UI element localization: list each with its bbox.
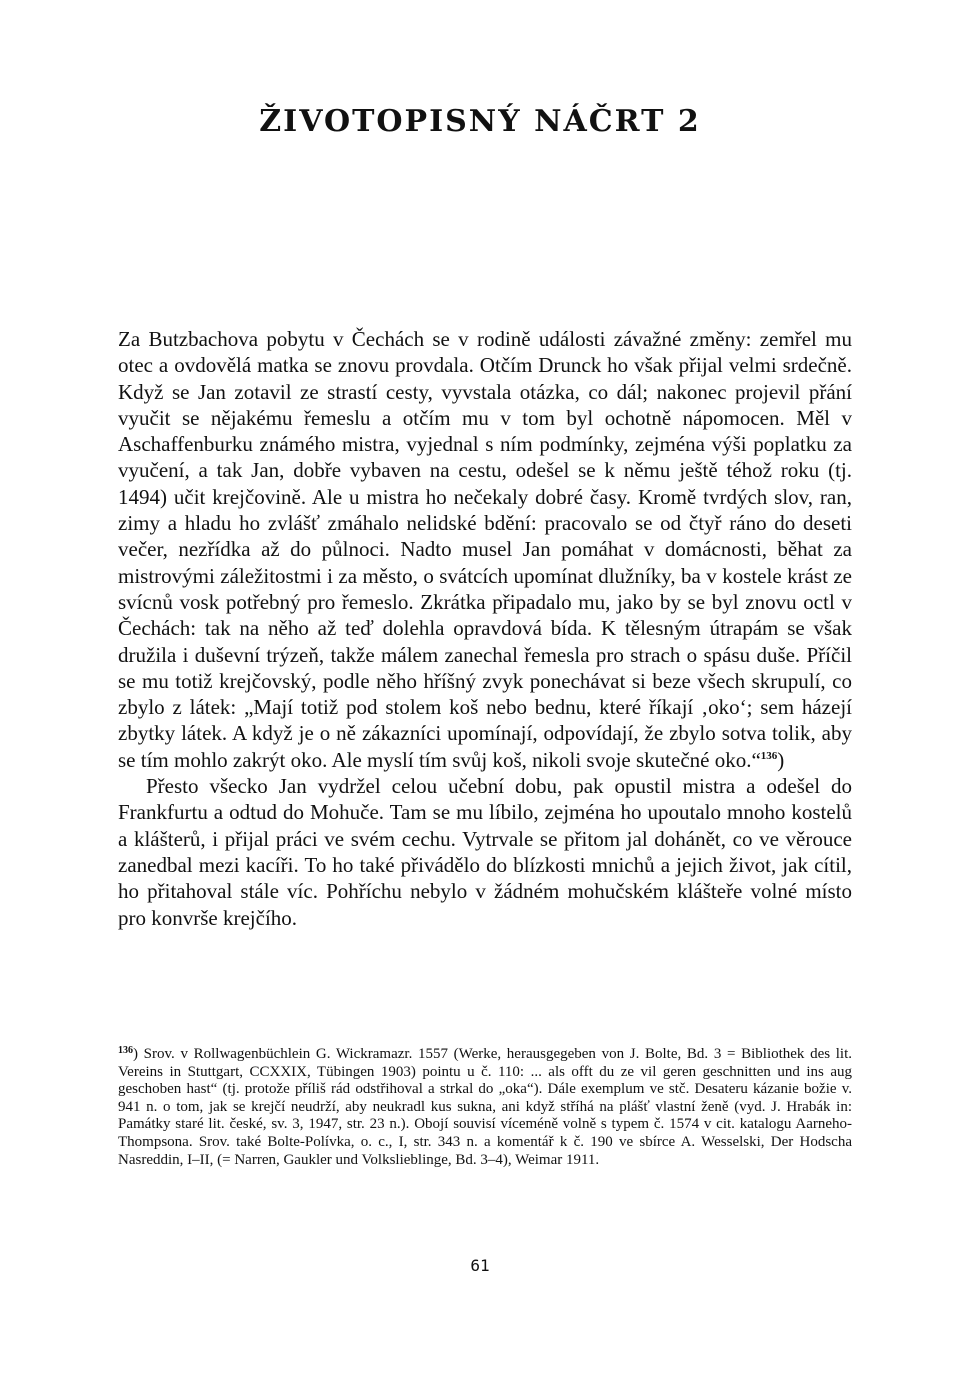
paragraph-text: Za Butzbachova pobytu v Čechách se v rodině události závažné změny: zemřel mu otec a ovdovělá matka se znovu provdala. Otčím Drunck ho však přijal velmi srdečně. Když se Jan zotavil ze strastí cesty, vyvstala otázka, co dál; nakonec projevil přání vyučit se nějakému řemeslu a otčím mu v tom byl ochotně nápomocen. Měl v Aschaffenburku známého mistra, vyjednal s ním podmínky, zejména výši poplatku za vyučení, a tak Jan, dobře vybaven na cestu, odešel se k němu ještě téhož roku (tj. 1494) učit krejčovině. Ale u mistra ho nečekaly dobré časy. Kromě tvrdých slov, ran, zimy a hladu ho zvlášť zmáhalo nelidské bdění: pracovalo se od čtyř ráno do deseti večer, nezřídka až do půlnoci. Nadto musel Jan pomáhat v domácnosti, běhat za mistrovými záležitostmi i za město, o svátcích upomínat dlužníky, ba v kostele krást ze svícnů vosk potřebný pro řemeslo. Zkrátka připadalo mu, jako by se byl znovu octl v Čechách: tak na něho až teď dolehla opravdová bída. K tělesným útrapám se však družila i duševní trýzeň, takže málem zanechal řemesla pro strach o spásu duše. Příčil se mu totiž krejčovský, podle něho hříšný zvyk ponechávat si beze všech skrupulí, co zbylo z látek: „Mají totiž pod stolem koš nebo bednu, které říkají ‚oko‘; sem házejí zbytky látek. A když je o ně zákazníci upomínají, odpovídají, že zbylo sotva tolik, aby se tím mohlo zakrýt oko. Ale myslí tím svůj koš, nikoli svoje skutečné oko.“ [118, 327, 852, 772]
paragraph: Přesto všecko Jan vydržel celou učební dobu, pak opustil mistra a odešel do Frankfurtu a odtud do Mohuče. Tam se mu líbilo, zejména ho upoutalo mnoho kostelů a klášterů, i přijal práci ve svém cechu. Vytrvale se přitom jal dohánět, co ve věrouce zanedbal mezi kacíři. To ho také přivádělo do blízkosti mnichů a jejich život, jak cítil, ho přitahoval stále víc. Pohříchu nebylo v žádném mohučském klášteře volné místo pro konvrše krejčího. [118, 774, 852, 930]
footnote-reference: 136 [760, 749, 778, 762]
footnote-text: Srov. v Rollwagenbüchlein G. Wickramazr. 1557 (Werke, herausgegeben von J. Bolte, Bd. 3 = Bibliothek des lit. Vereins in Stuttgart, CCXXIX, Tübingen 1903) pointu u č. 110: ... als offt du ze vil geren geschnitten und ins aug geschoben hast“ (tj. protože příliš rád odstřihoval a strkal do „oka“). Dále exemplum ve stč. Desateru kázanie božie v. 941 n. o tom, jak se krejčí neudrží, aby neukradl kus sukna, ani když stříhá na plášť vlastní ženě (vyd. J. Hrabák in: Památky staré lit. české, sv. 3, 1947, str. 23 n.). Obojí souvisí víceméně volně s typem č. 1574 v cit. katalogu Aarneho-Thompsona. Srov. také Bolte-Polívka, o. c., I, str. 343 n. a komentář k č. 190 ve sbírce A. Wesselski, Der Hodscha Nasreddin, I–II, (= Narren, Gaukler und Volkslieblinge, Bd. 3–4), Weimar 1911. [118, 1046, 853, 1168]
footnote-number: 136 [118, 1045, 133, 1056]
footnote-reference-paren: ) [777, 747, 785, 772]
footnote-number-paren: ) [133, 1046, 138, 1062]
body-text [118, 326, 852, 931]
paragraph [118, 326, 852, 773]
footnotes [118, 1046, 852, 1169]
page-number: 61 [470, 1256, 490, 1275]
footnote [118, 1046, 852, 1169]
chapter-title: ŽIVOTOPISNÝ NÁČRT 2 [259, 104, 701, 139]
